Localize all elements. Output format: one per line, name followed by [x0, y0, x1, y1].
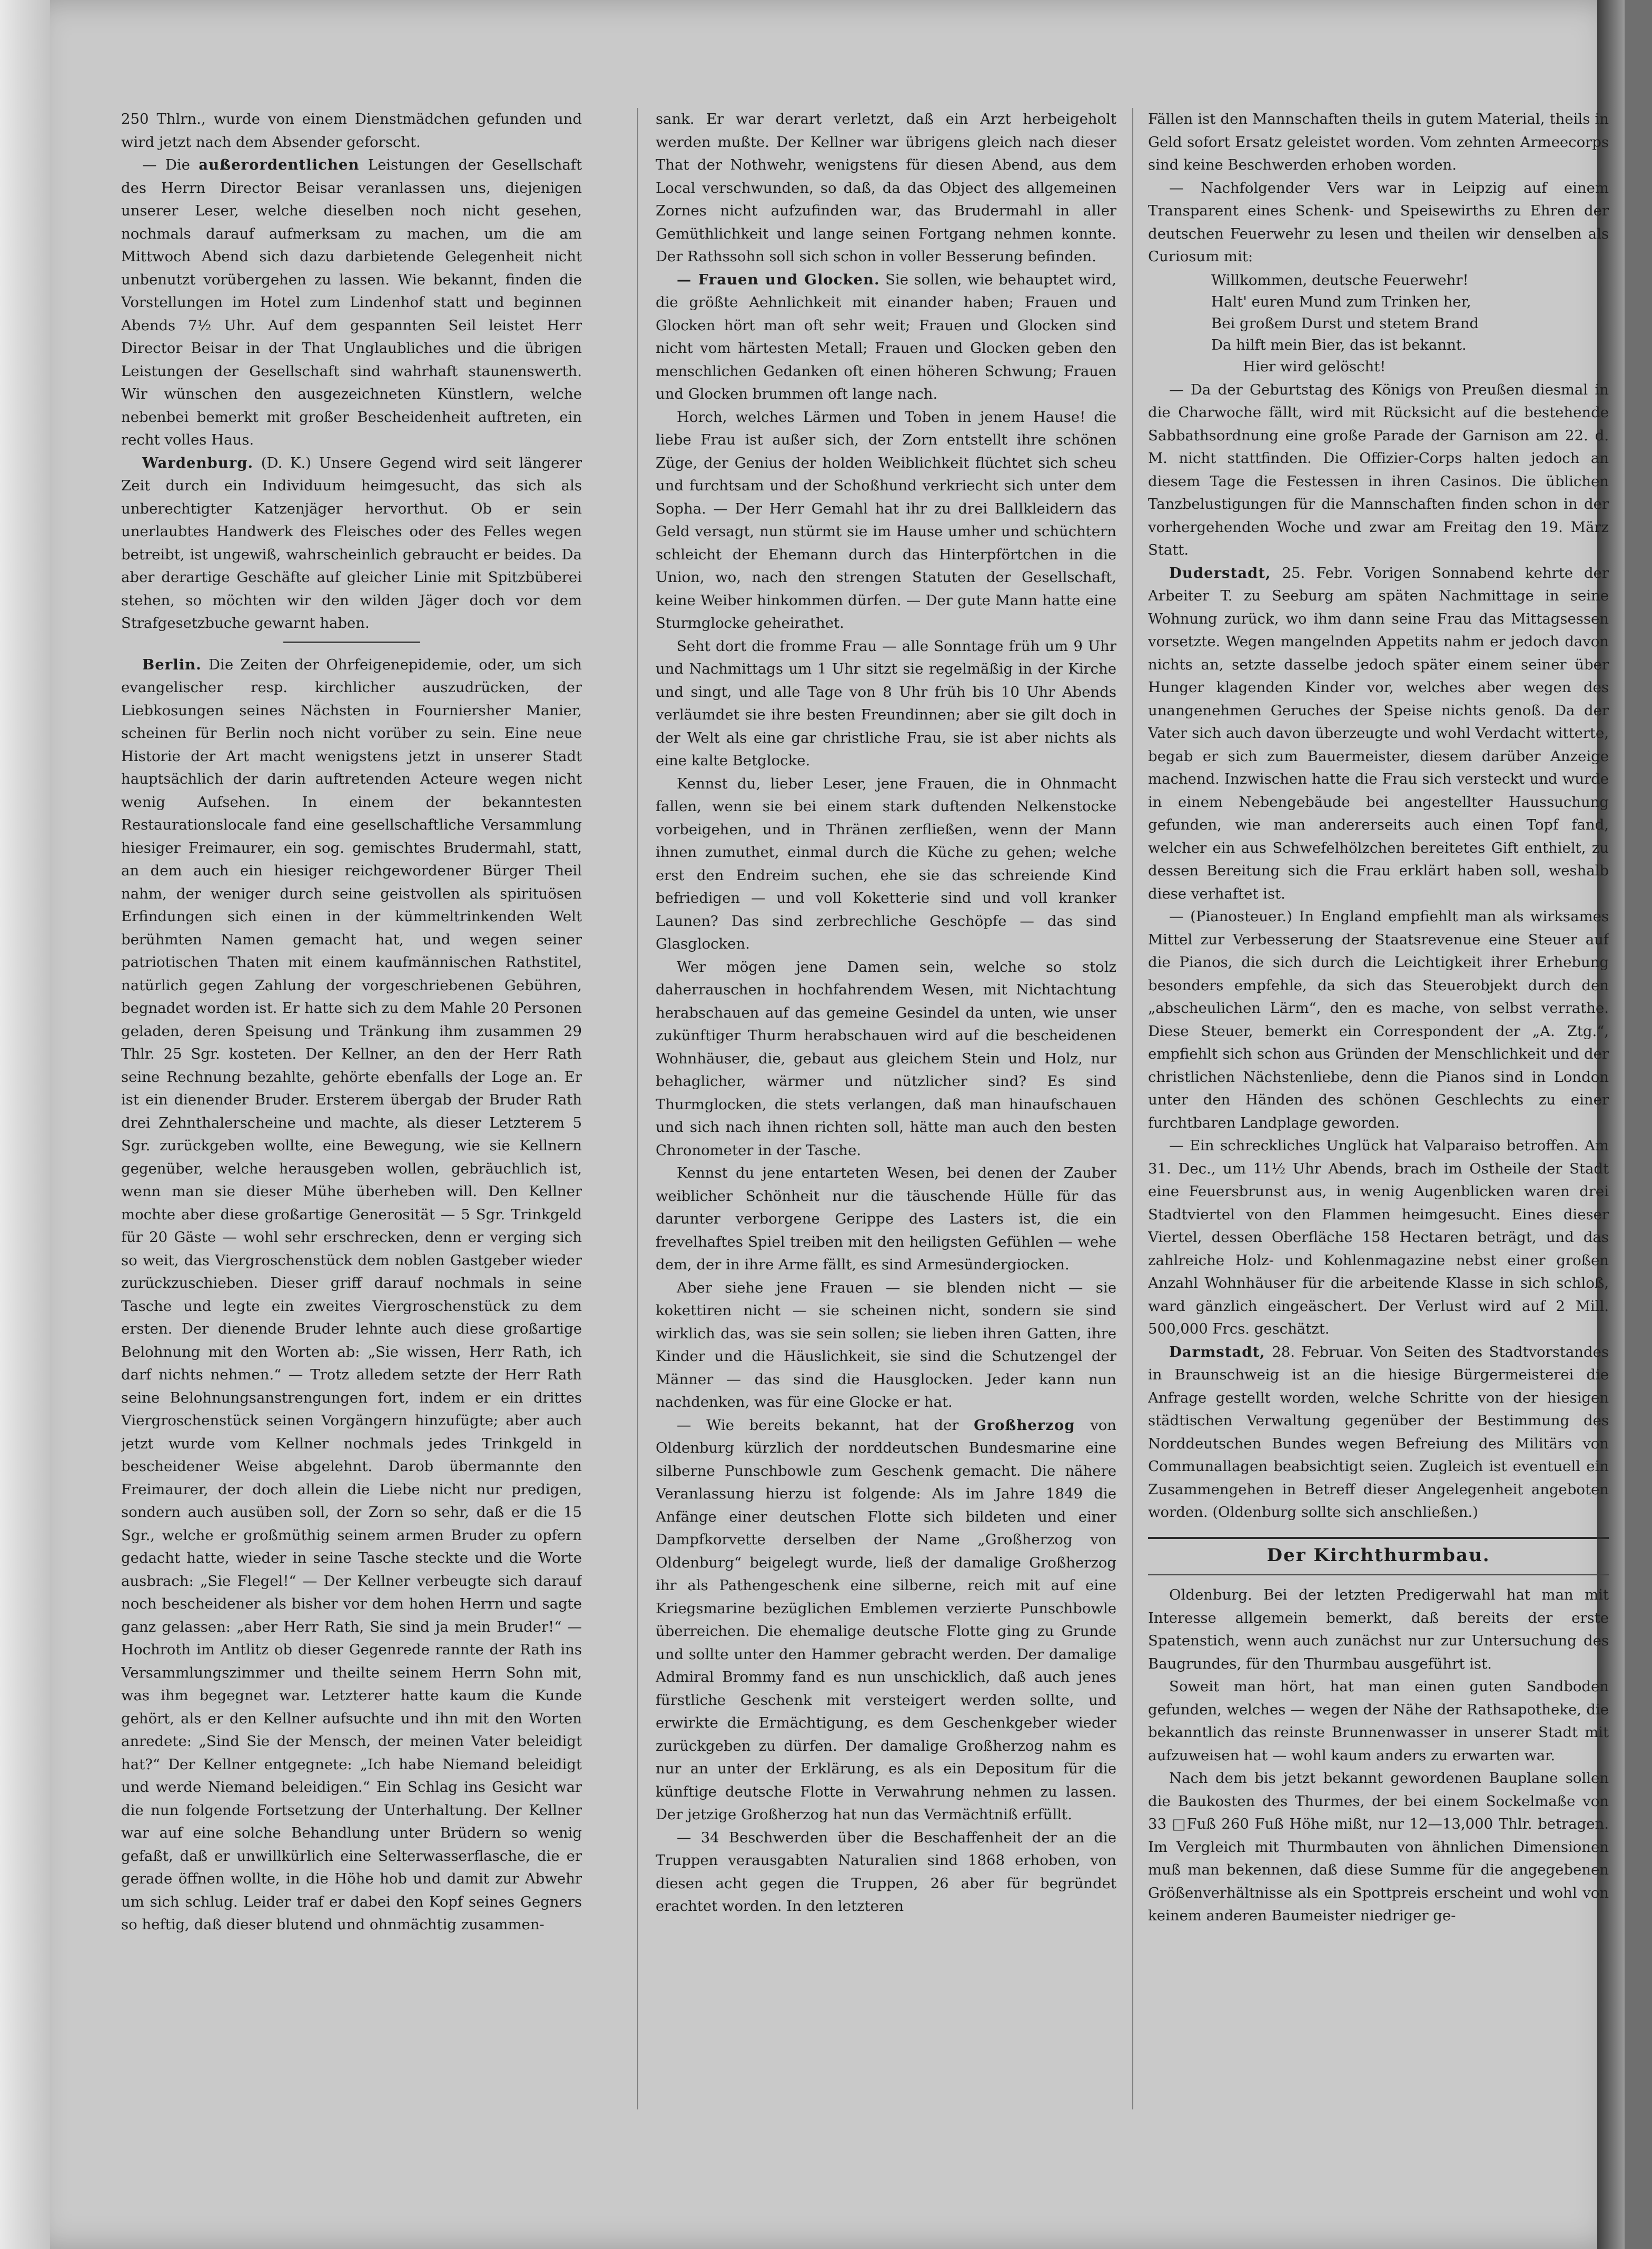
verse-block	[1211, 270, 1609, 378]
emphasis: Großherzog	[974, 1416, 1075, 1434]
section-rule	[1148, 1537, 1609, 1539]
article-paragraph: — 34 Beschwerden über die Beschaffenheit der an die Truppen verausgabten Naturalien sind 1868 erhoben, von diesen acht gegen die Truppen, 26 aber für begründet erachtet worden. In den letzteren	[656, 1829, 1116, 1915]
section-title: Der Kirchthurmbau.	[1267, 1544, 1490, 1566]
article-dateline: Duderstadt,	[1169, 564, 1271, 581]
article-paragraph: 250 Thlrn., wurde von einem Dienstmädchen gefunden und wird jetzt nach dem Absender geforscht.	[121, 111, 582, 151]
article-paragraph: Oldenburg. Bei der letzten Predigerwahl hat man mit Interesse allgemein bemerkt, daß bereits der erste Spatenstich, wenn auch zunächst nur zur Untersuchung des Baugrundes, für den Thurmbau ausgeführt ist.	[1148, 1586, 1609, 1672]
column-1	[121, 108, 582, 2204]
article-paragraph: Seht dort die fromme Frau — alle Sonntage früh um 9 Uhr und Nachmittags um 1 Uhr sitzt sie regelmäßig in der Kirche und singt, und alle Tage von 8 Uhr früh bis 10 Uhr Abends verläumdet sie ihre besten Freundinnen; aber sie gilt doch in der Welt als eine gar christliche Frau, sie ist aber nichts als eine kalte Betglocke.	[656, 637, 1116, 769]
article-darmstadt: Darmstadt, 28. Februar. Von Seiten des Stadtvorstandes in Braunschweig ist an die hiesige Bürgermeisterei die Anfrage gestellt worden, welche Schritte von der hiesigen städtischen Verwaltung gegenüber der Bestimmung des Norddeutschen Bundes wegen Befreiung des Militärs von Communallagen beabsichtigt seien. Zugleich ist eventuell ein Zusammengehen in Betreff dieser Angelegenheit angeboten worden. (Oldenburg sollte sich anschließen.)	[1148, 1343, 1609, 1521]
column-2	[656, 108, 1116, 2204]
verse-line: Willkommen, deutsche Feuerwehr!	[1211, 271, 1469, 289]
article-dateline: Wardenburg.	[142, 454, 254, 471]
article-paragraph: Wer mögen jene Damen sein, welche so stolz daherrauschen in hochfahrendem Wesen, mit Nichtachtung herabschauen auf das gemeine Gesindel da unten, wie unser zukünftiger Thurm herabschauen wird auf die bescheidenen Wohnhäuser, die, gebaut aus gleichem Stein und Holz, nur behaglicher, wärmer und nützlicher sind? Es sind Thurmglocken, die stets verlangen, daß man hinaufschauen und sich nach ihnen richten soll, hätte man auch den besten Chronometer in der Tasche.	[656, 958, 1116, 1159]
article-paragraph: — Die außerordentlichen Leistungen der Gesellschaft des Herrn Director Beisar veranlassen uns, diejenigen unserer Leser, welche dieselben noch nicht gesehen, nochmals darauf aufmerksam zu machen, um die am Mittwoch Abend sich dazu darbietende Gelegenheit nicht unbenutzt vorübergehen zu lassen. Wie bekannt, finden die Vorstellungen im Hotel zum Lindenhof statt und beginnen Abends 7½ Uhr. Auf dem gespannten Seil leistet Herr Director Beisar in der That Unglaubliches und die übrigen Leistungen der Gesellschaft sind wahrhaft staunenswerth. Wir wünschen den ausgezeichneten Künstlern, welche nebenbei bemerkt mit großer Bescheidenheit auftreten, ein recht volles Haus.	[121, 156, 582, 448]
verse-line: Hier wird gelöscht!	[1243, 358, 1386, 375]
article-paragraph: Kennst du, lieber Leser, jene Frauen, die in Ohnmacht fallen, wenn sie bei einem stark duftenden Nelkenstocke vorbeigehen, und in Thränen zerfließen, wenn der Mann ihnen zumuthet, einmal durch die Küche zu gehen; welche erst den Endreim suchen, ehe sie das schreiende Kind befriedigen — und voll Koketterie sind und voll kranker Launen? Das sind zerbrechliche Geschöpfe — das sind Glasglocken.	[656, 775, 1116, 952]
column-divider	[1132, 108, 1133, 2109]
article-berlin: Berlin. Die Zeiten der Ohrfeigenepidemie, oder, um sich evangelischer resp. kirchlicher auszudrücken, der Liebkosungen seines Nächsten in Fourniersher Manier, scheinen für Berlin noch nicht vorüber zu sein. Eine neue Historie der Art macht wenigstens jetzt in unserer Stadt hauptsächlich der darin auftretenden Acteure wegen nicht wenig Aufsehen. In einem der bekanntesten Restaurationslocale fand eine gesellschaftliche Versammlung hiesiger Freimaurer, ein sog. gemischtes Brudermahl, statt, an dem auch ein hiesiger reichgewordener Bürger Theil nahm, der weniger durch seine geistvollen als spirituösen Erfindungen sich einen in der kümmeltrinkenden Welt berühmten Namen gemacht hat, und wegen seiner patriotischen Thaten mit einem kaufmännischen Rathstitel, natürlich gegen Zahlung der vorgeschriebenen Gebühren, begnadet worden ist. Er hatte sich zu dem Mahle 20 Personen geladen, deren Speisung und Tränkung ihm zusammen 29 Thlr. 25 Sgr. kosteten. Der Kellner, an den der Herr Rath seine Rechnung bezahlte, gehörte ebenfalls der Loge an. Er ist ein dienender Bruder. Ersterem übergab der Bruder Rath drei Zehnthalerscheine und machte, als dieser Letzterem 5 Sgr. zurückgeben wollte, eine Bewegung, wie sie Kellnern gegenüber, welche herausgeben wollen, gebräuchlich ist, wenn man sie dieser Mühe überheben will. Den Kellner mochte aber diese großartige Generosität — 5 Sgr. Trinkgeld für 20 Gäste — wohl sehr erschrecken, denn er verging sich so weit, das Viergroschenstück dem noblen Gastgeber wieder zurückzuschieben. Dieser griff darauf nochmals in seine Tasche und legte ein zweites Viergroschenstück zu dem ersten. Der dienende Bruder lehnte auch diese großartige Belohnung mit den Worten ab: „Sie wissen, Herr Rath, ich darf nichts nehmen.“ — Trotz alledem setzte der Herr Rath seine Belohnungsanstrengungen fort, indem er ein drittes Viergroschenstück seinen Vorgängern hinzufügte; aber auch jetzt wurde vom Kellner nochmals jedes Trinkgeld in bescheidener Weise abgelehnt. Darob übermannte den Freimaurer, der doch allein die Liebe nicht nur predigen, sondern auch ausüben soll, der Zorn so sehr, daß er die 15 Sgr., welche er großmüthig seinem armen Bruder zu opfern gedacht hatte, wieder in seine Tasche steckte und die Worte ausbrach: „Sie Flegel!“ — Der Kellner verbeugte sich darauf noch bescheidener als bisher vor dem hohen Herrn und sagte ganz gelassen: „aber Herr Rath, Sie sind ja mein Bruder!“ — Hochroth im Antlitz ob dieser Gegenrede rannte der Rath ins Versammlungszimmer und theilte seinem Herrn Sohn mit, was ihm begegnet war. Letzterer hatte kaum die Kunde gehört, als er den Kellner aufsuchte und ihn mit den Worten anredete: „Sind Sie der Mensch, der meinen Vater beleidigt hat?“ Der Kellner entgegnete: „Ich habe Niemand beleidigt und werde Niemand beleidigen.“ Ein Schlag ins Gesicht war die nun folgende Fortsetzung der Unterhaltung. Der Kellner war auf eine solche Behandlung unter Brüdern so wenig gefaßt, daß er unwillkürlich eine Selterwasserflasche, die er gerade öffnen wollte, in die Höhe hob und damit zur Abwehr um sich schlug. Leider traf er dabei den Kopf seines Gegners so heftig, daß dieser blutend und ohnmächtig zusammen-	[121, 656, 582, 1933]
article-dateline: Darmstadt,	[1169, 1343, 1265, 1360]
article-duderstadt: Duderstadt, 25. Febr. Vorigen Sonnabend kehrte der Arbeiter T. zu Seeburg am späten Nachmittage in seine Wohnung zurück, wo ihm dann seine Frau das Mittagsessen vorsetzte. Wegen mangelnden Appetits nahm er jedoch davon nichts an, setzte dasselbe jedoch später einem seiner über Hunger klagenden Kinder vor, welches aber wegen des unangenehmen Geruches der Speise nichts genoß. Da der Vater sich auch davon überzeugte und wohl Verdacht witterte, begab er sich zum Bauermeister, diesem darüber Anzeige machend. Inzwischen hatte die Frau sich versteckt und wurde in einem Nebengebäude bei angestellter Haussuchung gefunden, wie man andererseits auch einen Topf fand, welcher ein aus Schwefelhölzchen bereitetes Gift enthielt, zu dessen Bereitung sich die Frau erklärt haben soll, weshalb diese verhaftet ist.	[1148, 564, 1609, 902]
article-paragraph: sank. Er war derart verletzt, daß ein Arzt herbeigeholt werden mußte. Der Kellner war übrigens gleich nach dieser That der Nothwehr, wenigstens für diesen Abend, aus dem Local verschwunden, so daß, da das Object des allgemeinen Zornes nicht aufzufinden war, das Brudermahl in aller Gemüthlichkeit und lange seinen Fortgang nehmen konnte. Der Rathssohn soll sich schon in voller Besserung befinden.	[656, 111, 1116, 265]
article-paragraph: Horch, welches Lärmen und Toben in jenem Hause! die liebe Frau ist außer sich, der Zorn entstellt ihre schönen Züge, der Genius der holden Weiblichkeit flüchtet sich scheu und furchtsam und der Schoßhund verkriecht sich unter dem Sopha. — Der Herr Gemahl hat ihr zu drei Ballkleidern das Geld versagt, nun stürmt sie im Hause umher und schüchtern schleicht der Ehemann durch das Hinterpförtchen in die Union, wo, nach den strengen Statuten der Gesellschaft, keine Weiber hinkommen dürfen. — Der gute Mann hatte eine Sturmglocke geheirathet.	[656, 408, 1116, 632]
article-paragraph: Kennst du jene entarteten Wesen, bei denen der Zauber weiblicher Schönheit nur die täuschende Hülle für das darunter verborgene Gerippe des Lasters ist, die ein frevelhaftes Spiel treiben mit den heiligsten Gefühlen — wehe dem, der in ihre Arme fällt, es sind Armesündergiocken.	[656, 1165, 1116, 1273]
article-frauen-glocken: — Frauen und Glocken. Sie sollen, wie behauptet wird, die größte Aehnlichkeit mit einander haben; Frauen und Glocken hört man oft sehr weit; Frauen und Glocken sind nicht vom härtesten Metall; Frauen und Glocken geben den menschlichen Gedanken oft einen höheren Schwung; Frauen und Glocken brummen oft lange nach.	[656, 271, 1116, 402]
article-headline: — Frauen und Glocken.	[677, 271, 880, 288]
article-paragraph: — (Pianosteuer.) In England empfiehlt man als wirksames Mittel zur Verbesserung der Staatsrevenue eine Steuer auf die Pianos, die sich durch die Leichtigkeit ihrer Erhebung besonders empfehle, da sich das Steuerobjekt durch den „abscheulichen Lärm“, den es mache, von selbst verrathe. Diese Steuer, bemerkt ein Correspondent der „A. Ztg.“, empfiehlt sich schon aus Gründen der Menschlichkeit und der christlichen Nächstenliebe, denn die Pianos sind in London unter den Händen des schönen Geschlechts zu einer furchtbaren Landplage geworden.	[1148, 908, 1609, 1131]
article-paragraph: Nach dem bis jetzt bekannt gewordenen Bauplane sollen die Baukosten des Thurmes, der bei einem Sockelmaße von 33 □Fuß 260 Fuß Höhe mißt, nur 12—13,000 Thlr. betragen. Im Vergleich mit Thurmbauten von ähnlichen Dimensionen muß man bekennen, daß diese Summe für die angegebenen Größenverhältnisse als ein Spottpreis erscheint und wohl von keinem anderen Baumeister niedriger ge-	[1148, 1770, 1609, 1924]
verse-line: Bei großem Durst und stetem Brand	[1211, 314, 1479, 332]
binding-edge	[0, 0, 50, 2249]
article-dateline: Berlin.	[142, 656, 202, 673]
article-grossherzog: — Wie bereits bekannt, hat der Großherzog von Oldenburg kürzlich der norddeutschen Bundesmarine eine silberne Punschbowle zum Geschenk gemacht. Die nähere Veranlassung hierzu ist folgende: Als im Jahre 1849 die Anfänge einer deutschen Flotte sich bildeten und einer Dampfkorvette derselben der Name „Großherzog von Oldenburg“ beigelegt wurde, ließ der damalige Großherzog ihr als Pathengeschenk eine silberne, reich mit auf eine Kriegsmarine bezüglichen Emblemen verzierte Punschbowle überreichen. Die ehemalige deutsche Flotte ging zu Grunde und sollte unter den Hammer gebracht werden. Der damalige Admiral Brommy fand es nun unschicklich, daß auch jenes fürstliche Geschenk mit versteigert werden sollte, und erwirkte die Ermächtigung, es dem Geschenkgeber wieder zurückgeben zu dürfen. Der damalige Großherzog nahm es nur an unter der Erklärung, es als ein Depositum für die künftige deutsche Flotte in Verwahrung nehmen zu lassen. Der jetzige Großherzog hat nun das Vermächtniß erfüllt.	[656, 1416, 1116, 1823]
article-paragraph: Aber siehe jene Frauen — sie blenden nicht — sie kokettiren nicht — sie scheinen nicht, sondern sie sind wirklich das, was sie sein sollen; sie lieben ihren Gatten, ihre Kinder und die Häuslichkeit, sie sind die Schutzengel der Männer — das sind die Hausglocken. Jeder kann nun nachdenken, was für eine Glocke er hat.	[656, 1279, 1116, 1410]
article-wardenburg: Wardenburg. (D. K.) Unsere Gegend wird seit längerer Zeit durch ein Individuum heimgesucht, das sich als unberechtigter Katzenjäger hervorthut. Ob er sein unerlaubtes Handwerk des Fleisches oder des Felles wegen betreibt, ist ungewiß, wahrscheinlich gebraucht er beides. Da aber derartige Geschäfte auf gleicher Linie mit Spitzbüberei stehen, so möchten wir den wilden Jäger doch vor dem Strafgesetzbuche gewarnt haben.	[121, 454, 582, 632]
article-paragraph: — Da der Geburtstag des Königs von Preußen diesmal in die Charwoche fällt, wird mit Rücksicht auf die bestehende Sabbathsordnung eine große Parade der Garnison am 22. d. M. nicht stattfinden. Die Offizier-Corps halten jedoch an diesem Tage die Festessen in ihren Casinos. Die üblichen Tanzbelustigungen für die Mannschaften finden schon in der vorhergehenden Woche und zwar am Freitag den 19. März Statt.	[1148, 381, 1609, 558]
verse-line: Halt' euren Mund zum Trinken her,	[1211, 293, 1471, 310]
article-paragraph: Soweit man hört, hat man einen guten Sandboden gefunden, welches — wegen der Nähe der Rathsapotheke, die bekanntlich das reinste Brunnenwasser in unserer Stadt mit aufzuweisen hat — wohl kaum anders zu erwarten war.	[1148, 1678, 1609, 1764]
verse-line: Da hilft mein Bier, das ist bekannt.	[1211, 336, 1467, 353]
article-paragraph: — Nachfolgender Vers war in Leipzig auf einem Transparent eines Schenk- und Speisewirths zu Ehren der deutschen Feuerwehr zu lesen und theilen wir denselben als Curiosum mit:	[1148, 179, 1609, 265]
article-separator	[283, 642, 420, 643]
column-3	[1148, 108, 1609, 2204]
article-paragraph: — Ein schreckliches Unglück hat Valparaiso betroffen. Am 31. Dec., um 11½ Uhr Abends, brach im Ostheile der Stadt eine Feuersbrunst aus, in wenig Augenblicken waren drei Stadtviertel von den Flammen heimgesucht. Eines dieser Viertel, dessen Oberfläche 158 Hectaren beträgt, und das zahlreiche Holz- und Kohlenmagazine nebst einer großen Anzahl Wohnhäuser für die arbeitende Klasse in sich schloß, ward gänzlich eingeäschert. Der Verlust wird auf 2 Mill. 500,000 Frcs. geschätzt.	[1148, 1137, 1609, 1337]
section-rule	[1148, 1574, 1609, 1575]
column-divider	[637, 108, 638, 2109]
article-paragraph: Fällen ist den Mannschaften theils in gutem Material, theils in Geld sofort Ersatz geleistet worden. Vom zehnten Armeecorps sind keine Beschwerden erhoben worden.	[1148, 111, 1609, 173]
emphasis: außerordentlichen	[199, 156, 360, 173]
